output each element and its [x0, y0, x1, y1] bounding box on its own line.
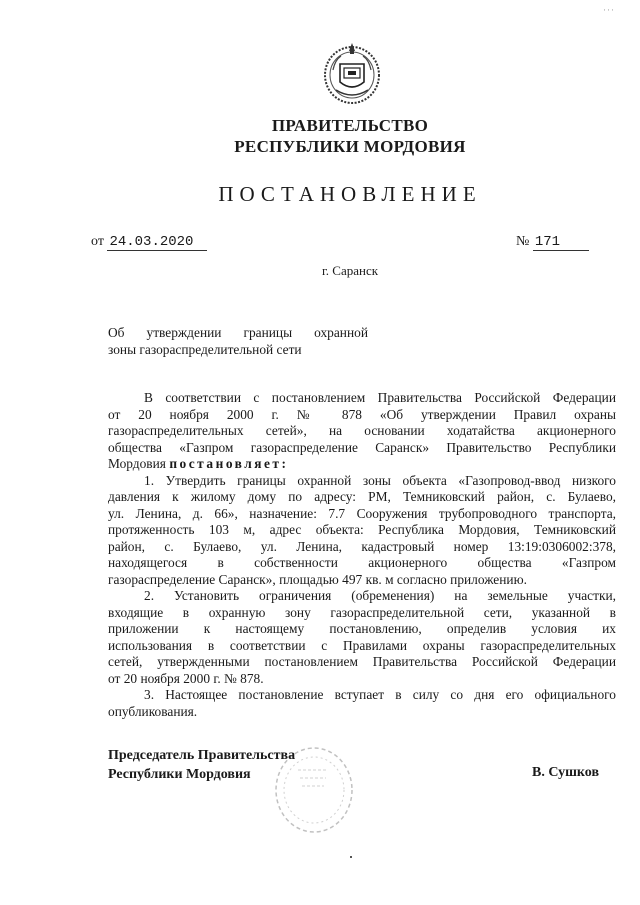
date-prefix: от — [91, 234, 104, 249]
body-line: приложении к настоящему постановлению, определив условия их — [108, 621, 616, 636]
scan-speck — [350, 856, 352, 858]
body-line: опубликования. — [108, 703, 198, 719]
number-prefix: № — [516, 234, 530, 249]
body-line: протяженность 103 м, адрес объекта: Республика Мордовия, Темниковский — [108, 522, 616, 537]
body-line: входящие в охранную зону газораспределительной сети, указанной в — [108, 604, 616, 620]
document-date — [91, 234, 207, 251]
body-line: давления к жилому дому по адресу: РМ, Темниковский район, с. Булаево, — [108, 489, 616, 504]
subject-line: зоны газораспределительной сети — [108, 342, 302, 357]
body-line: находящегося в собственности акционерного общества «Газпром — [108, 555, 616, 570]
body-line: 1. Утвердить границы охранной зоны объекта «Газопровод-ввод низкого — [144, 472, 616, 488]
body-line: газораспределение Саранск», площадью 497 кв. м согласно приложению. — [108, 571, 527, 587]
body-line: В соответствии с постановлением Правительства Российской Федерации — [144, 390, 616, 405]
date-value: 24.03.2020 — [107, 234, 207, 251]
document-subject — [108, 324, 368, 358]
signatory-name: В. Сушков — [532, 765, 600, 780]
body-line: сетей, утвержденными постановлением Правительства Российской Федерации — [108, 654, 616, 669]
body-line: использования в соответствии с Правилами охраны газораспределительных — [108, 637, 616, 653]
body-line: общества «Газпром газораспределение Саранск» Правительство Республики — [108, 439, 616, 455]
signatory-title — [108, 746, 295, 784]
body-line: от 20 ноября 2000 г. № 878. — [108, 670, 264, 686]
org-name-line1: ПРАВИТЕЛЬСТВО — [271, 116, 429, 135]
city-name: г. Саранск — [321, 263, 379, 278]
number-value: 171 — [533, 234, 589, 251]
body-line — [108, 456, 616, 473]
body-line: район, с. Булаево, ул. Ленина, кадастровый номер 13:19:0306002:378, — [108, 538, 616, 554]
document-body — [108, 390, 616, 720]
body-text: Мордовия — [108, 456, 166, 471]
signatory-title-line1: Председатель Правительства — [108, 748, 296, 763]
body-line: 2. Установить ограничения (обременения) на земельные участки, — [144, 588, 616, 603]
org-name-line2: РЕСПУБЛИКИ МОРДОВИЯ — [234, 137, 466, 156]
body-line: от 20 ноября 2000 г. № 878 «Об утверждении Правил охраны — [108, 406, 616, 422]
document-type-title: ПОСТАНОВЛЕНИЕ — [218, 182, 482, 206]
body-line: ул. Ленина, д. 66», назначение: 7.7 Сооружения трубопроводного транспорта, — [108, 505, 616, 521]
scan-mark: ··· — [603, 5, 615, 15]
body-line: 3. Настоящее постановление вступает в силу со дня его официального — [144, 687, 616, 702]
resolution-keyword: постановляет: — [169, 456, 289, 471]
coat-of-arms-icon — [321, 40, 383, 106]
document-number — [516, 234, 589, 251]
signatory-title-line2: Республики Мордовия — [108, 767, 251, 782]
body-line: газораспределительных сетей», на основании ходатайства акционерного — [108, 423, 616, 438]
subject-line: Об утверждении границы охранной — [108, 325, 368, 340]
